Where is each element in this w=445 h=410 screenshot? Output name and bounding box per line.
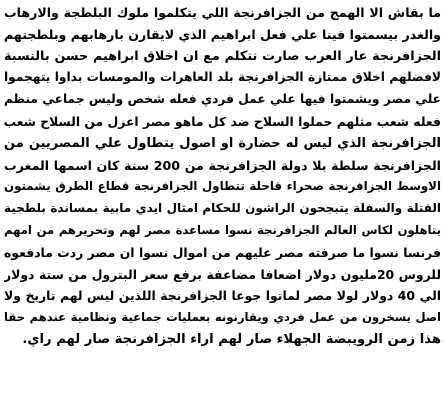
text-line-7: الجزافرنجة الذي ليس له حضارة او اصول يتطاول علي المصريين من [4, 135, 441, 151]
text-line-16: هذا زمن الرويبضة الجهلاء صار لهم اراء الجزافرنجة صار لهم راي. [22, 331, 441, 347]
text-line-10: القتلة والسفلة يتبجحون الراشون للحكام امثال ايدي مابية بمساندة بلطجية [4, 201, 441, 216]
text-line-1: ما بقاش الا الهمج من الجزافرنجة اللي يتكلموا ملوك البلطجة والارهاب [4, 5, 441, 20]
text-line-4: لافضلهم اخلاق ممتازة الجزافرنجة بلد العاهرات والمومسات بداوا يتهجموا [4, 70, 441, 85]
text-line-14: الي 40 دولار لولا مصر لماتوا جوعا الجزافرنجة اللذين ليس لهم تاريخ ولا [4, 288, 441, 304]
text-line-12: فرنسا نسوا ما صرفته مصر عليهم من اموال نسوا ان مصر ردت مادفعوه [4, 244, 441, 260]
text-line-15: اصل يسخرون من عمل فردي ويقارنونه بعمليات جماعية ونظامية عندهم حقا [4, 310, 441, 325]
text-line-9: الاوسط الجزافرنجة صحراء قاحلة تتطاول الجزافرنجة قطاع الطرق يشمتون [4, 179, 441, 194]
text-line-3: الجزافرنجة عار العرب صارت تتكلم مع ان اخلاق ابراهيم حسن بالنسبة [4, 48, 441, 64]
text-line-2: والغدر بيسمتوا فينا علي فعل ابراهيم الذي لايقارن بارهابهم وبلطجتهم [4, 26, 441, 42]
text-line-6: فعله شعب مثلهم حملوا السلاح ضد كل ماهو مصر اعزل من السلاح شعب [4, 113, 441, 129]
text-line-11: يتاهلون لكاس العالم الجزافرنجة نسوا مساعدة مصر لهم وتحريرهم من امهم [4, 222, 441, 237]
text-line-13: للروس 20مليون دولار اضعافا مضاعفة برفع سعر البترول من ستة دولار [4, 266, 441, 282]
text-line-5: علي مصر ويشمتوا فيها علي عمل فردي فعله شخص وليس جماعي منظم [4, 92, 441, 107]
text-line-8: الجزافرنجة سلطة بلا دولة الجزافرنجة من 200 سنة كان اسمها المغرب [4, 157, 441, 173]
